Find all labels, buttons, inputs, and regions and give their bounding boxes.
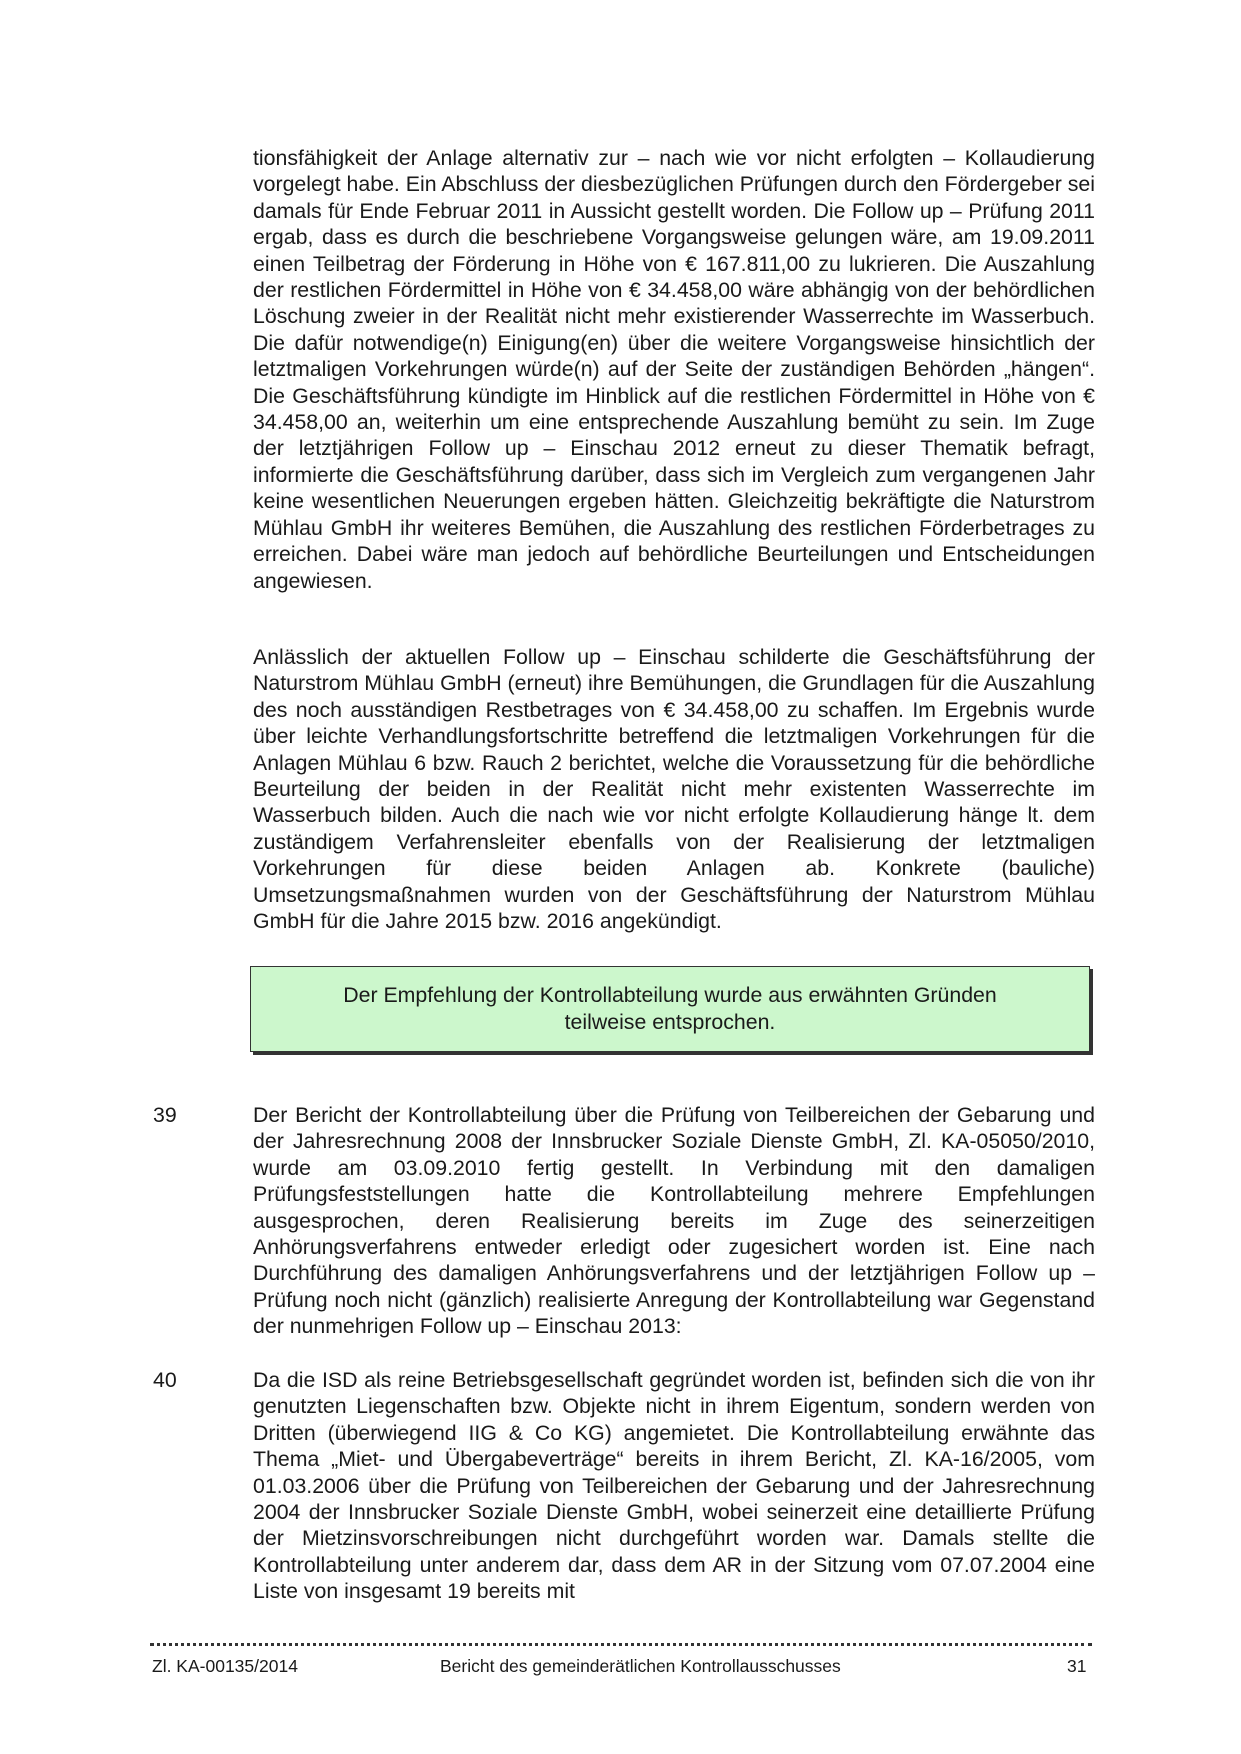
- footer-reference: Zl. KA-00135/2014: [152, 1656, 298, 1676]
- paragraph-number-39: 39: [153, 1103, 177, 1127]
- recommendation-callout-box: [250, 966, 1090, 1052]
- paragraph-39: Der Bericht der Kontrollabteilung über die Prüfung von Teilbereichen der Gebarung und der Jahresrechnung 2008 der Innsbrucker Soziale Dienste GmbH, Zl. KA-05050/2010, wurde am 03.09.2010 fertig gestellt. In Verbindung mit den damaligen Prüfungsfeststellungen hatte die Kontrollabteilung mehrere Empfehlungen ausgesprochen, deren Realisierung bereits im Zuge des seinerzeitigen Anhörungsverfahrens entweder erledigt oder zugesichert worden ist. Eine nach Durchführung des damaligen Anhörungsverfahrens und der letztjährigen Follow up – Prüfung noch nicht (gänzlich) realisierte Anregung der Kontrollabteilung war Gegenstand der nunmehrigen Follow up – Einschau 2013:: [253, 1103, 1095, 1339]
- page-number: 31: [1067, 1656, 1087, 1676]
- footer-title: Bericht des gemeinderätlichen Kontrollausschusses: [440, 1656, 841, 1676]
- footer-dotted-divider: [150, 1643, 1092, 1646]
- paragraph-continued: tionsfähigkeit der Anlage alternativ zur – nach wie vor nicht erfolgten – Kollaudierung vorgelegt habe. Ein Abschluss der diesbezüglichen Prüfungen durch den Fördergeber sei damals für Ende Februar 2011 in Aussicht gestellt worden. Die Follow up – Prüfung 2011 ergab, dass es durch die beschriebene Vorgangsweise gelungen wäre, am 19.09.2011 einen Teilbetrag der Förderung in Höhe von € 167.811,00 zu lukrieren. Die Auszahlung der restlichen Fördermittel in Höhe von € 34.458,00 wäre abhängig von der behördlichen Löschung zweier in der Realität nicht mehr existierender Wasserrechte im Wasserbuch. Die dafür notwendige(n) Einigung(en) über die weitere Vorgangsweise hinsichtlich der letztmaligen Vorkehrungen würde(n) auf der Seite der zuständigen Behörden „hängen“. Die Geschäftsführung kündigte im Hinblick auf die restlichen Fördermittel in Höhe von € 34.458,00 an, weiterhin um eine entsprechende Auszahlung bemüht zu sein. Im Zuge der letztjährigen Follow up – Einschau 2012 erneut zu dieser Thematik befragt, informierte die Geschäftsführung darüber, dass sich im Vergleich zum vergangenen Jahr keine wesentlichen Neuerungen ergeben hätten. Gleichzeitig bekräftigte die Naturstrom Mühlau GmbH ihr weiteres Bemühen, die Auszahlung des restlichen Förderbetrages zu erreichen. Dabei wäre man jedoch auf behördliche Beurteilungen und Entscheidungen angewiesen.: [253, 146, 1095, 593]
- paragraph-number-40: 40: [153, 1368, 177, 1392]
- paragraph-follow-up: Anlässlich der aktuellen Follow up – Einschau schilderte die Geschäftsführung der Naturstrom Mühlau GmbH (erneut) ihre Bemühungen, die Grundlagen für die Auszahlung des noch ausständigen Restbetrages von € 34.458,00 zu schaffen. Im Ergebnis wurde über leichte Verhandlungsfortschritte betreffend die letztmaligen Vorkehrungen für die Anlagen Mühlau 6 bzw. Rauch 2 berichtet, welche die Voraussetzung für die behördliche Beurteilung der beiden in der Realität nicht mehr existenten Wasserrechte im Wasserbuch bilden. Auch die nach wie vor nicht erfolgte Kollaudierung hänge lt. dem zuständigem Verfahrensleiter ebenfalls von der Realisierung der letztmaligen Vorkehrungen für diese beiden Anlagen ab. Konkrete (bauliche) Umsetzungsmaßnahmen wurden von der Geschäftsführung der Naturstrom Mühlau GmbH für die Jahre 2015 bzw. 2016 angekündigt.: [253, 645, 1095, 934]
- callout-text: Der Empfehlung der Kontrollabteilung wurde aus erwähnten Gründen teilweise entsprochen.: [343, 983, 997, 1034]
- paragraph-40: Da die ISD als reine Betriebsgesellschaft gegründet worden ist, befinden sich die von ihr genutzten Liegenschaften bzw. Objekte nicht in ihrem Eigentum, sondern werden von Dritten (überwiegend IIG & Co KG) angemietet. Die Kontrollabteilung erwähnte das Thema „Miet- und Übergabeverträge“ bereits in ihrem Bericht, Zl. KA-16/2005, vom 01.03.2006 über die Prüfung von Teilbereichen der Gebarung und der Jahresrechnung 2004 der Innsbrucker Soziale Dienste GmbH, wobei seinerzeit eine detaillierte Prüfung der Mietzinsvorschreibungen nicht durchgeführt worden war. Damals stellte die Kontrollabteilung unter anderem dar, dass dem AR in der Sitzung vom 07.07.2004 eine Liste von insgesamt 19 bereits mit: [253, 1368, 1095, 1604]
